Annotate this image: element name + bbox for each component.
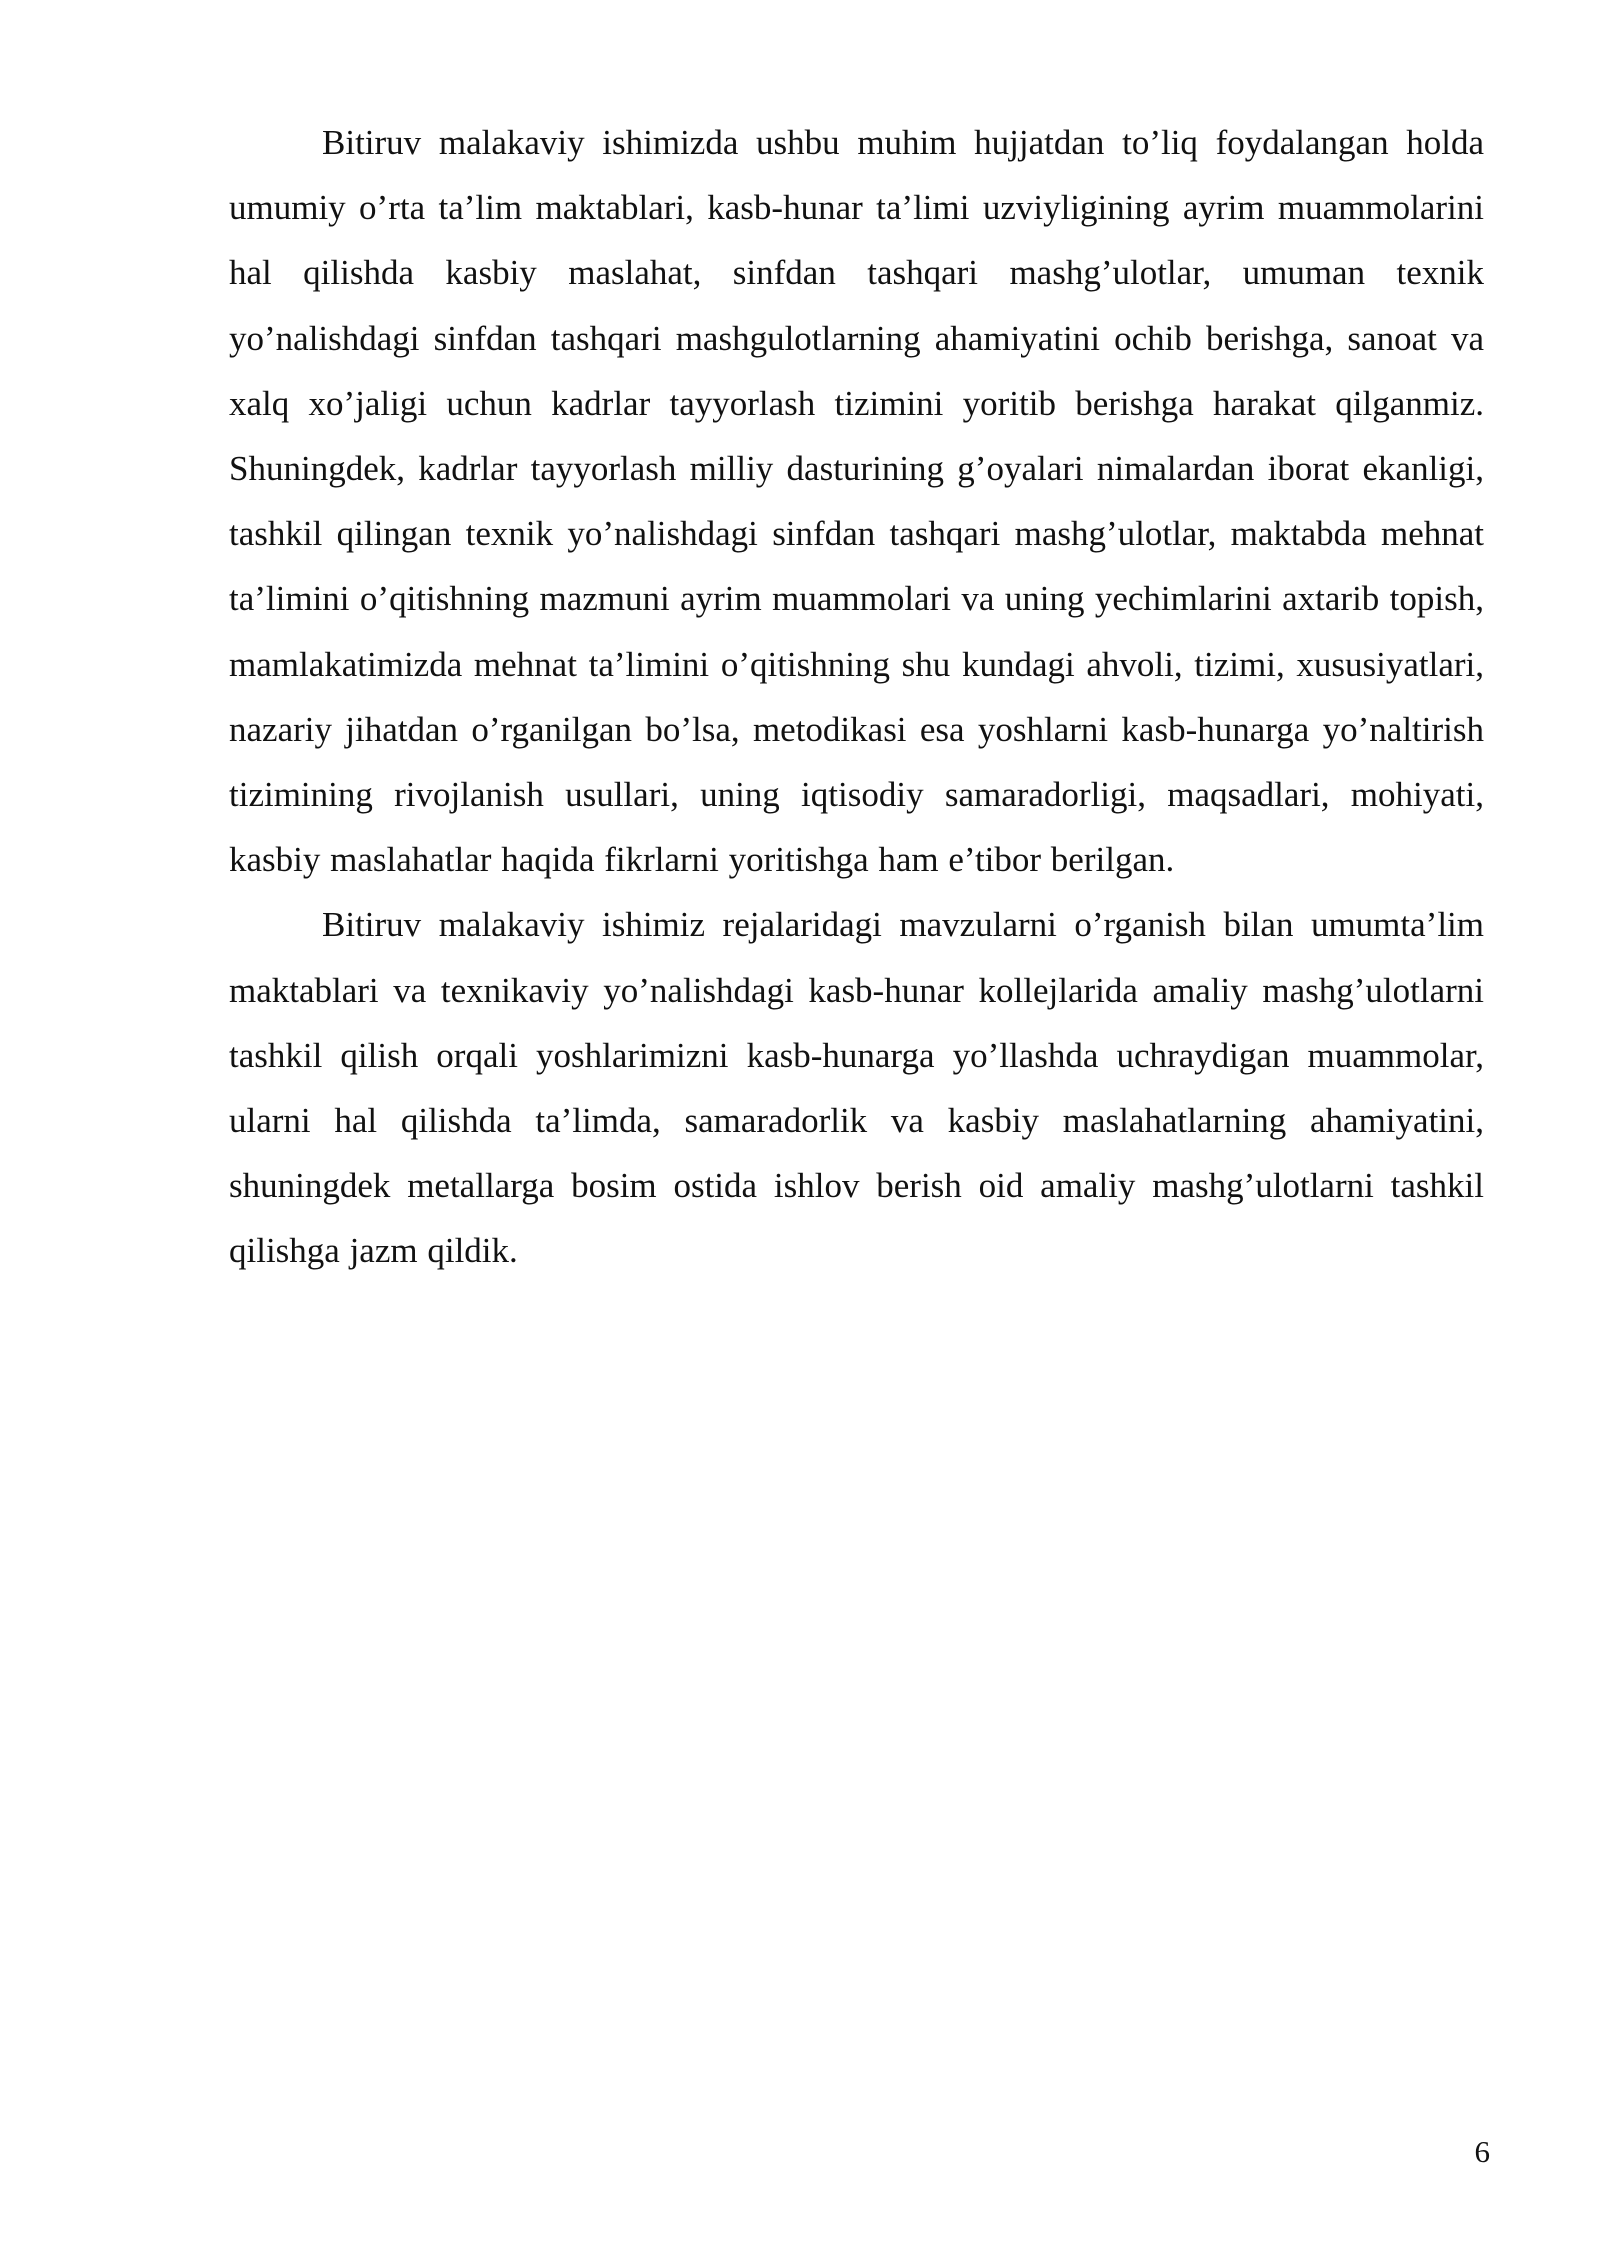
paragraph: Bitiruv malakaviy ishimiz rejalaridagi mavzularni o’rganish bilan umumta’lim maktablari va texnikaviy yo’nalishdagi kasb-hunar kollejlarida amaliy mashg’ulotlarni tashkil qilish orqali yoshlarimizni kasb-hunarga yo’llashda uchraydigan muammolar, ularni hal qilishda ta’limda, samaradorlik va kasbiy maslahatlarning ahamiyatini, shuningdek metallarga bosim ostida ishlov berish oid amaliy mashg’ulotlarni tashkil qilishga jazm qildik. — [229, 905, 1484, 1271]
body-text — [229, 110, 1484, 1284]
page-number: 6 — [1474, 2134, 1490, 2169]
paragraph: Bitiruv malakaviy ishimizda ushbu muhim hujjatdan to’liq foydalangan holda umumiy o’rta ta’lim maktablari, kasb-hunar ta’limi uzviyligining ayrim muammolarini hal qilishda kasbiy maslahat, sinfdan tashqari mashg’ulotlar, umuman texnik yo’nalishdagi sinfdan tashqari mashgulotlarning ahamiyatini ochib berishga, sanoat va xalq xo’jaligi uchun kadrlar tayyorlash tizimini yoritib berishga harakat qilganmiz. Shuningdek, kadrlar tayyorlash milliy dasturining g’oyalari nimalardan iborat ekanligi, tashkil qilingan texnik yo’nalishdagi sinfdan tashqari mashg’ulotlar, maktabda mehnat ta’limini o’qitishning mazmuni ayrim muammolari va uning yechimlarini axtarib topish, mamlakatimizda mehnat ta’limini o’qitishning shu kundagi ahvoli, tizimi, xususiyatlari, nazariy jihatdan o’rganilgan bo’lsa, metodikasi esa yoshlarni kasb-hunarga yo’naltirish tizimining rivojlanish usullari, uning iqtisodiy samaradorligi, maqsadlari, mohiyati, kasbiy maslahatlar haqida fikrlarni yoritishga ham e’tibor berilgan. — [229, 123, 1484, 880]
